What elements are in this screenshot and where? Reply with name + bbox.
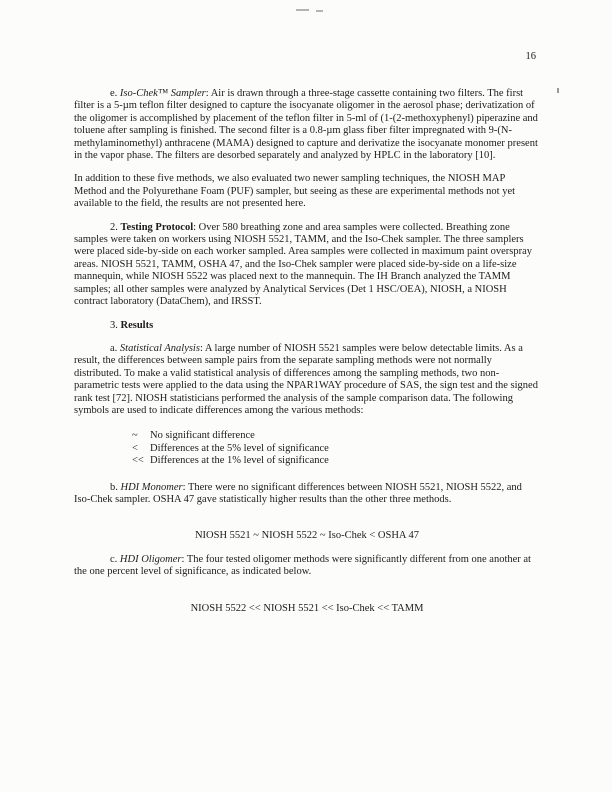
paragraph-body: : Over 580 breathing zone and area samples were collected. Breathing zone samples were taken on workers using NIOSH 5521, TAMM, and the Iso-Chek sampler. The three samplers were placed side-by-side on each worker sampled. Area samples were collected in maximum paint overspray areas. NIOSH 5521, TAMM, OSHA 47, and the Iso-Chek sampler were placed side-by-side on a life-size mannequin, while NIOSH 5522 was placed next to the mannequin. The IH Branch analyzed the TAMM samples; all other samples were analyzed by Analytical Services (Det 1 HSC/OEA), NIOSH, a NIOSH contract laboratory (DataChem), and IRSST. xyxy=(74,221,533,308)
symbol-definition-row xyxy=(132,443,540,455)
item-letter: b. xyxy=(110,481,121,493)
page-content xyxy=(74,88,540,626)
paragraph-additional-methods: In addition to these five methods, we also evaluated two newer sampling techniques, the NIOSH MAP Method and the Polyurethane Foam (PUF) sampler, but seeing as these are experimental methods not yet available to the field, the results are not presented here. xyxy=(74,173,516,210)
formula-oligomer-comparison: NIOSH 5522 << NIOSH 5521 << Iso-Chek << TAMM xyxy=(190,602,424,614)
item-number: 3. xyxy=(110,319,121,331)
symbol-definition-row xyxy=(132,430,540,442)
significance-description: Differences at the 5% level of significance xyxy=(150,442,329,454)
paragraph-lead-statistical-analysis: Statistical Analysis xyxy=(119,342,200,354)
item-number: 2. xyxy=(110,221,121,233)
paragraph-lead-hdi-monomer: HDI Monomer xyxy=(120,481,183,493)
paragraph-lead-hdi-oligomer: HDI Oligomer xyxy=(119,553,182,565)
paragraph-testing-protocol xyxy=(74,222,540,309)
item-letter: a. xyxy=(110,342,120,354)
paragraph-body: : Air is drawn through a three-stage cassette containing two filters. The first filter is a 5-µm teflon filter designed to capture the isocyanate oligomer in the aerosol phase; derivatization of the oligomer is accomplished by placement of the teflon filter in 5-ml of (1-(2-methoxyphenyl) piperazine and toluene after sampling is finished. The second filter is a 0.8-µm glass fiber filter impregnated with 9-(N-methylaminomethyl) anthracene (MAMA) designed to capture and derivatize the isocyanate monomer present in the vapor phase. The filters are desorbed separately and analyzed by HPLC in the laboratory [10]. xyxy=(74,88,538,162)
paragraph-lead-testing-protocol: Testing Protocol xyxy=(120,221,194,233)
formula-monomer-comparison: NIOSH 5521 ~ NIOSH 5522 ~ Iso-Chek < OSHA 47 xyxy=(194,530,420,542)
symbol-definition-row xyxy=(132,455,540,467)
significance-description: Differences at the 1% level of significance xyxy=(150,455,329,467)
paragraph-iso-chek-sampler xyxy=(74,88,540,162)
heading-results-label: Results xyxy=(120,319,154,331)
significance-symbol: << xyxy=(132,455,144,467)
paragraph-body: : The four tested oligomer methods were significantly different from one another at the one percent level of significance, as indicated below. xyxy=(74,553,531,578)
scan-artifact-dash xyxy=(316,10,323,12)
paragraph-hdi-monomer xyxy=(74,482,540,507)
scan-artifact-speck xyxy=(557,88,559,93)
paragraph-lead-iso-chek: Iso-Chek™ Sampler xyxy=(119,88,206,99)
heading-results xyxy=(74,320,540,332)
paragraph-statistical-analysis xyxy=(74,343,540,417)
page-number: 16 xyxy=(525,51,536,62)
significance-symbol-list xyxy=(132,430,540,467)
item-letter: c. xyxy=(110,553,120,565)
paragraph-body: : There were no significant differences between NIOSH 5521, NIOSH 5522, and Iso-Chek sampler. OSHA 47 gave statistically higher results than the other three methods. xyxy=(74,481,522,505)
paragraph-body: : A large number of NIOSH 5521 samples were below detectable limits. As a result, the differences between sample pairs from the separate sampling methods were not normally distributed. To make a valid statistical analysis of differences among the sampling methods, two non-parametric tests were applied to the data using the NPAR1WAY procedure of SAS, the sign test and the signed rank test [72]. NIOSH statisticians performed the analysis of the sample comparison data. The following symbols are used to indicate differences among the various methods: xyxy=(74,342,538,416)
scan-artifact-dash xyxy=(296,9,309,11)
item-letter: e. xyxy=(110,88,120,99)
significance-symbol: ~ xyxy=(132,430,138,442)
significance-description: No significant difference xyxy=(150,430,255,442)
significance-symbol: < xyxy=(132,442,138,454)
paragraph-hdi-oligomer xyxy=(74,554,540,579)
